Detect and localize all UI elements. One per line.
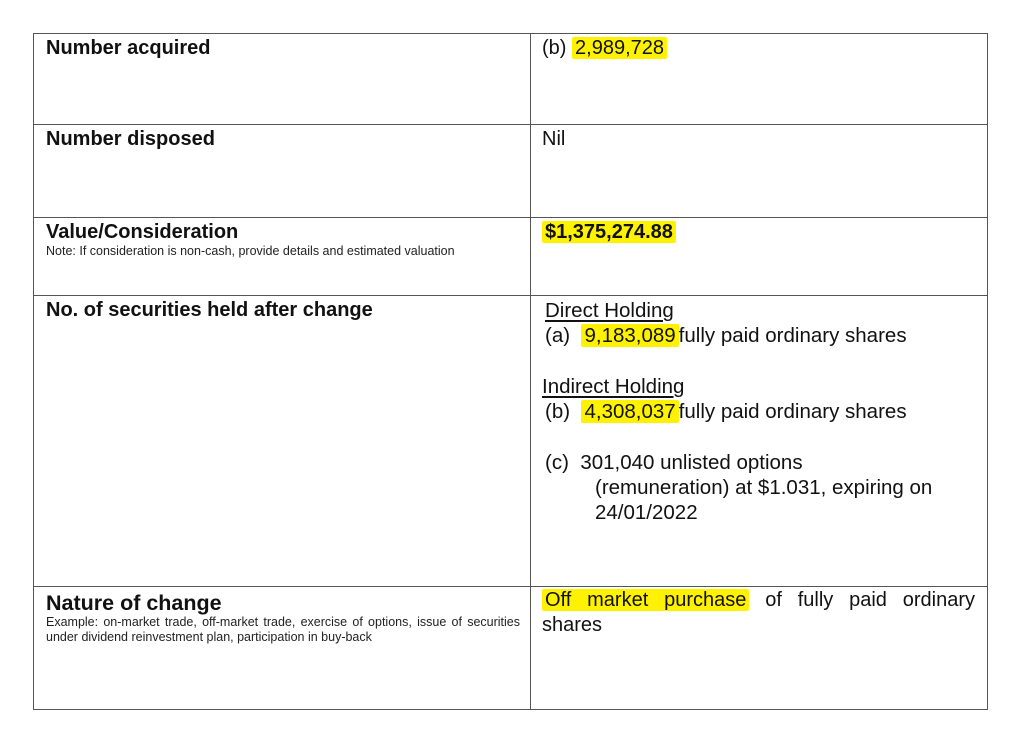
nature-rest: of fully paid ordinary shares xyxy=(542,589,975,636)
direct-suffix: fully paid ordinary shares xyxy=(678,324,907,347)
direct-marker: (a) xyxy=(545,324,571,347)
nature-of-change-note: Example: on-market trade, off-market trade, exercise of options, issue of securities under dividend reinvestment plan, participation in buy-back xyxy=(46,615,520,644)
options-marker: (c) xyxy=(545,451,569,474)
consideration-note: Note: If consideration is non-cash, provide details and estimated valuation xyxy=(46,244,455,258)
number-disposed-label: Number disposed xyxy=(46,128,215,150)
change-of-interest-table xyxy=(33,33,988,710)
row-number-disposed xyxy=(34,125,988,218)
nature-highlight: Off market purchase xyxy=(542,589,749,611)
acquired-prefix: (b) xyxy=(542,37,567,59)
options-line xyxy=(545,451,803,475)
direct-amount-highlight: 9,183,089 xyxy=(581,324,678,347)
row-number-acquired xyxy=(34,34,988,125)
label-cell xyxy=(34,125,531,218)
direct-holding-line xyxy=(545,324,907,348)
row-nature-of-change xyxy=(34,587,988,710)
options-text-1: 301,040 unlisted options xyxy=(580,451,803,474)
label-cell xyxy=(34,34,531,125)
number-acquired-label: Number acquired xyxy=(46,37,211,59)
row-securities-held xyxy=(34,296,988,587)
label-cell xyxy=(34,296,531,587)
indirect-amount-highlight: 4,308,037 xyxy=(581,400,678,423)
securities-held-label: No. of securities held after change xyxy=(46,299,373,321)
value-cell xyxy=(531,34,988,125)
options-text-2: (remuneration) at $1.031, expiring on xyxy=(595,476,933,499)
value-cell xyxy=(531,218,988,296)
number-acquired-value xyxy=(531,34,987,59)
indirect-holding-line xyxy=(545,400,907,424)
consideration-value xyxy=(531,218,987,243)
options-text-3: 24/01/2022 xyxy=(595,501,698,524)
indirect-suffix: fully paid ordinary shares xyxy=(678,400,907,423)
consideration-label: Value/Consideration xyxy=(46,221,239,243)
acquired-amount-highlight: 2,989,728 xyxy=(572,37,667,59)
row-value-consideration xyxy=(34,218,988,296)
value-cell xyxy=(531,587,988,710)
nature-of-change-label: Nature of change xyxy=(46,591,222,615)
label-cell xyxy=(34,218,531,296)
securities-held-value xyxy=(531,296,988,587)
number-disposed-value: Nil xyxy=(542,128,566,150)
direct-holding-heading: Direct Holding xyxy=(545,299,674,322)
indirect-holding-heading: Indirect Holding xyxy=(542,375,685,398)
nature-of-change-value xyxy=(531,587,987,638)
value-cell xyxy=(531,125,988,218)
indirect-marker: (b) xyxy=(545,400,571,423)
consideration-amount-highlight: $1,375,274.88 xyxy=(542,221,676,243)
label-cell xyxy=(34,587,531,710)
